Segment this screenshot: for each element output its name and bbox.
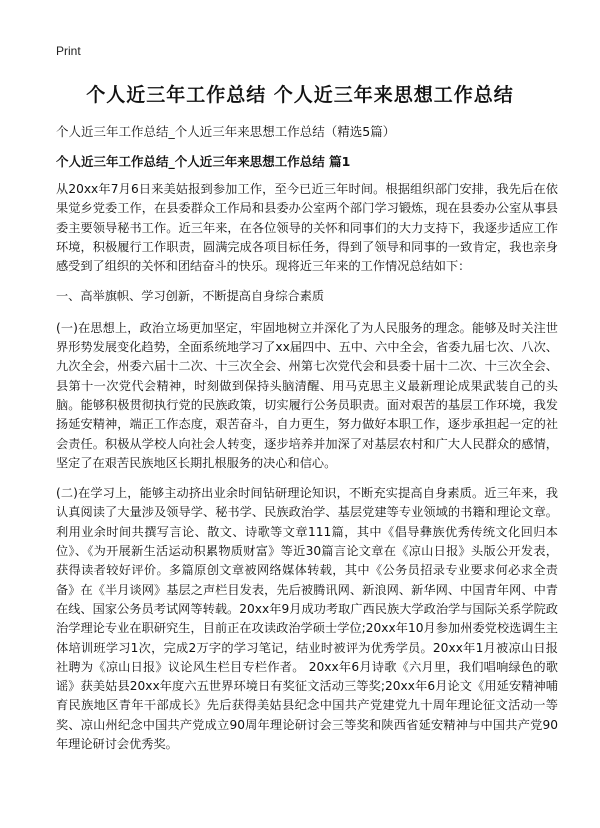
print-label[interactable]: Print <box>56 44 81 58</box>
document-body <box>56 180 558 765</box>
paragraph-thought: (一)在思想上，政治立场更加坚定，牢固地树立并深化了为人民服务的理念。能够及时关注世界形势发展变化趋势，全面系统地学习了xx届四中、五中、六中全会，省委九届七次、八次、九次全会，州委六届十二次、十三次全会、州第七次党代会和县委十届十二次、十三次全会、县第十一次党代会精神，时刻做到保持头脑清醒、用马克思主义最新理论成果武装自己的头脑。能够积极贯彻执行党的民族政策，切实履行公务员职责。面对艰苦的基层工作环境，我发扬延安精神，端正工作态度，艰苦奋斗，自力更生，努力做好本职工作，逐步承担起一定的社会责任。积极从学校人向社会人转变，逐步培养并加深了对基层农村和广大人民群众的感情，坚定了在艰苦民族地区长期扎根服务的决心和信心。 <box>56 320 558 470</box>
section-title: 个人近三年工作总结_个人近三年来思想工作总结 篇1 <box>56 154 351 169</box>
document-title: 个人近三年工作总结 个人近三年来思想工作总结 <box>86 84 514 106</box>
document-subtitle: 个人近三年工作总结_个人近三年来思想工作总结（精选5篇） <box>56 124 396 139</box>
paragraph-heading: 一、高举旗帜、学习创新，不断提高自身综合素质 <box>56 289 325 304</box>
paragraph-study: (二)在学习上，能够主动挤出业余时间钻研理论知识，不断充实提高自身素质。近三年来，我认真阅读了大量涉及领导学、秘书学、民族政治学、基层党建等专业领域的书籍和理论文章。利用业余时间共撰写言论、散文、诗歌等文章111篇，其中《倡导彝族优秀传统文化回归本位》、《为开展新生活运动积累物质财富》等近30篇言论文章在《凉山日报》头版公开发表，获得读者较好评价。多篇原创文章被网络媒体转载，其中《公务员招录专业要求何必求全责备》在《半月谈网》基层之声栏目发表，先后被腾讯网、新浪网、新华网、中国青年网、中青在线、国家公务员考试网等转载。20xx年9月成功考取广西民族大学政治学与国际关系学院政治学理论专业在职研究生，目前正在攻读政治学硕士学位;20xx年10月参加州委党校选调生主体培训班学习1次，完成2万字的学习笔记，结业时被评为优秀学员。20xx年1月被凉山日报社聘为《凉山日报》议论风生栏目专栏作者。 20xx年6月诗歌《六月里，我们唱响绿色的歌谣》获美姑县20xx年度六五世界环境日有奖征文活动三等奖;20xx年6月论文《用延安精神哺育民族地区青年干部成长》先后获得美姑县纪念中国共产党建党九十周年理论征文活动一等奖、凉山州纪念中国共产党成立90周年理论研讨会三等奖和陕西省延安精神与中国共产党90年理论研讨会优秀奖。 <box>56 486 558 752</box>
paragraph-intro: 从20xx年7月6日来美姑报到参加工作，至今已近三年时间。根据组织部门安排，我先后在依果觉乡党委工作，在县委群众工作局和县委办公室两个部门学习锻炼，现在县委办公室从事县委主要领导秘书工作。近三年来，在各位领导的关怀和同事们的大力支持下，我逐步适应工作环境，积极履行工作职责，圆满完成各项目标任务，得到了领导和同事的一致肯定，我也亲身感受到了组织的关怀和团结奋斗的快乐。现将近三年来的工作情况总结如下： <box>56 182 558 274</box>
